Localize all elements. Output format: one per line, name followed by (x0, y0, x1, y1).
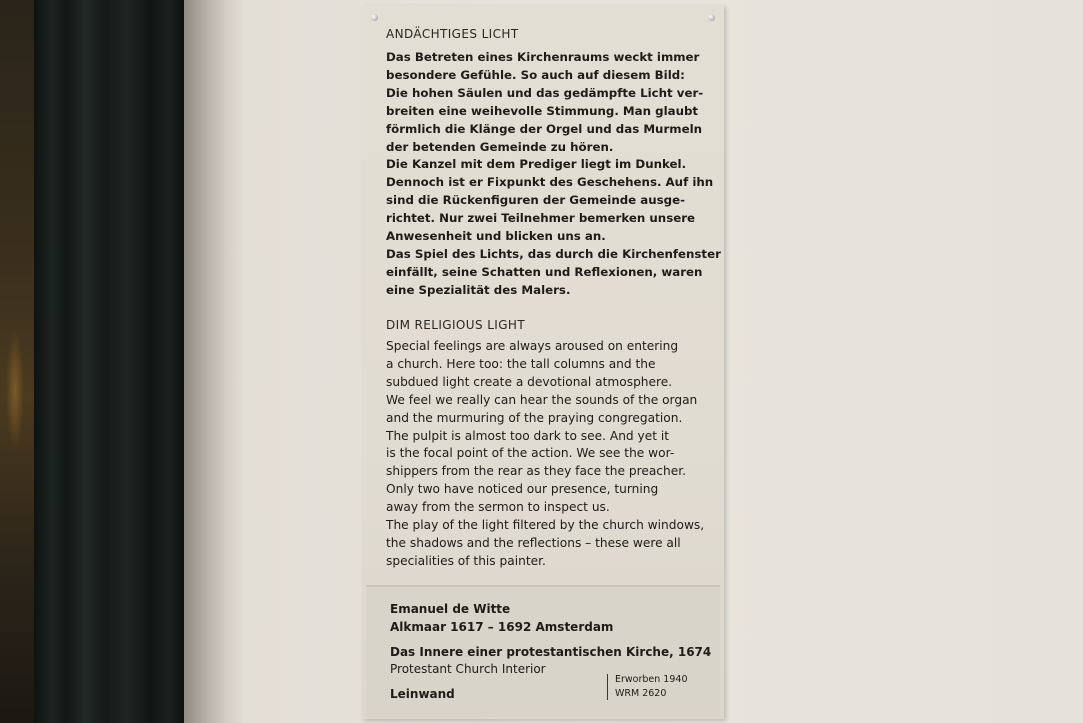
artist-name: Emanuel de Witte (390, 602, 511, 616)
german-text-line: Anwesenheit und blicken uns an. (386, 229, 606, 244)
painting-edge (0, 0, 34, 723)
english-text-line: and the murmuring of the praying congregation. (386, 410, 683, 425)
english-text-line: the shadows and the reflections – these were all (386, 535, 681, 550)
german-text-line: richtet. Nur zwei Teilnehmer bemerken unsere (386, 211, 696, 226)
german-text-line: Das Spiel des Lichts, das durch die Kirchenfenster (386, 246, 721, 261)
museum-label-plaque (362, 5, 724, 719)
english-text-line: Special feelings are always aroused on entering (386, 339, 679, 353)
german-text-line: einfällt, seine Schatten und Reflexionen, waren (386, 264, 703, 279)
german-heading: ANDÄCHTIGES LICHT (386, 27, 519, 41)
german-text-line: besondere Gefühle. So auch auf diesem Bild: (386, 67, 685, 82)
wall-shadow (184, 0, 244, 723)
german-text-line: förmlich die Klänge der Orgel und das Murmeln (386, 121, 703, 136)
english-text-line: away from the sermon to inspect us. (386, 500, 610, 515)
artwork-medium: Leinwand (390, 687, 455, 701)
english-heading: DIM RELIGIOUS LIGHT (386, 318, 526, 332)
screw-icon (371, 14, 378, 21)
german-text-line: eine Spezialität des Malers. (386, 282, 571, 297)
german-text-line: Das Betreten eines Kirchenraums weckt immer (386, 50, 700, 64)
info-divider (607, 674, 608, 700)
german-description (386, 49, 721, 300)
german-text-line: Die Kanzel mit dem Prediger liegt im Dunkel. (386, 157, 687, 172)
german-text-line: Die hohen Säulen und das gedämpfte Licht ver- (386, 85, 704, 100)
english-text-line: shippers from the rear as they face the preacher. (386, 464, 686, 479)
english-text-line: is the focal point of the action. We see the wor- (386, 446, 675, 461)
english-text-line: subdued light create a devotional atmosphere. (386, 374, 673, 389)
picture-frame (34, 0, 184, 723)
inventory-number: WRM 2620 (615, 688, 667, 699)
english-description (386, 338, 706, 571)
english-text-line: Only two have noticed our presence, turning (386, 482, 659, 497)
english-text-line: We feel we really can hear the sounds of the organ (386, 392, 698, 407)
english-text-line: specialities of this painter. (386, 553, 546, 568)
artist-life-dates: Alkmaar 1617 – 1692 Amsterdam (390, 620, 614, 634)
artwork-title-de: Das Innere einer protestantischen Kirche, 1674 (390, 645, 712, 659)
german-text-line: breiten eine weihevolle Stimmung. Man glaubt (386, 103, 699, 118)
english-text-line: The pulpit is almost too dark to see. And yet it (386, 428, 670, 443)
german-text-line: der betenden Gemeinde zu hören. (386, 139, 614, 154)
artwork-title-en: Protestant Church Interior (390, 662, 546, 676)
german-text-line: sind die Rückenfiguren der Gemeinde ausge- (386, 193, 685, 208)
screw-icon (708, 14, 715, 21)
german-text-line: Dennoch ist er Fixpunkt des Geschehens. Auf ihn (386, 175, 714, 190)
english-text-line: a church. Here too: the tall columns and the (386, 356, 656, 371)
acquisition-year: Erworben 1940 (615, 674, 688, 685)
english-text-line: The play of the light filtered by the church windows, (386, 518, 705, 533)
